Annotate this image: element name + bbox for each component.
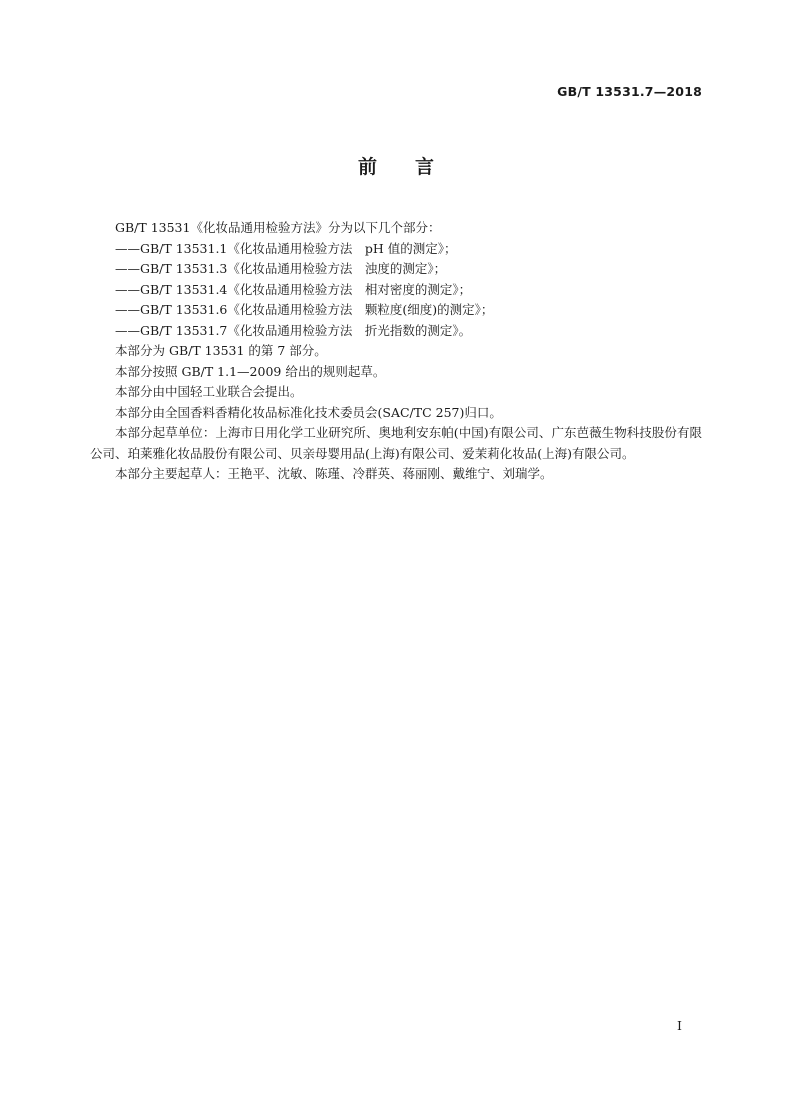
part-list-item: ——GB/T 13531.4《化妆品通用检验方法 相对密度的测定》； <box>115 281 472 297</box>
foreword-body <box>90 218 702 485</box>
part-list-item: ——GB/T 13531.1《化妆品通用检验方法 pH 值的测定》； <box>115 240 457 256</box>
part-list-item: ——GB/T 13531.3《化妆品通用检验方法 浊度的测定》； <box>115 261 447 276</box>
drafters-paragraph: 本部分主要起草人：王艳平、沈敏、陈瑾、冷群英、蒋丽刚、戴维宁、刘瑞学。 <box>115 466 553 481</box>
page-number: I <box>677 1018 682 1033</box>
proposed-by-paragraph: 本部分由中国轻工业联合会提出。 <box>115 384 303 399</box>
part-list-item: ——GB/T 13531.7《化妆品通用检验方法 折光指数的测定》。 <box>115 322 472 338</box>
page-title: 前 言 <box>357 156 434 178</box>
part-list-item: ——GB/T 13531.6《化妆品通用检验方法 颗粒度(细度)的测定》； <box>115 302 494 317</box>
part-of-paragraph: 本部分为 GB/T 13531 的第 7 部分。 <box>115 343 327 358</box>
jurisdiction-paragraph: 本部分由全国香料香精化妆品标准化技术委员会(SAC/TC 257)归口。 <box>115 404 502 420</box>
intro-paragraph: GB/T 13531《化妆品通用检验方法》分为以下几个部分： <box>115 220 441 235</box>
drafting-units-paragraph: 本部分起草单位：上海市日用化学工业研究所、奥地利安东帕(中国)有限公司、广东芭薇生物科技股份有限公司、珀莱雅化妆品股份有限公司、贝亲母婴用品(上海)有限公司、爱茉莉化妆品(上海)有限公司。 <box>90 425 702 461</box>
standard-code: GB/T 13531.7—2018 <box>557 84 702 99</box>
drafting-rules-paragraph: 本部分按照 GB/T 1.1—2009 给出的规则起草。 <box>115 363 386 379</box>
